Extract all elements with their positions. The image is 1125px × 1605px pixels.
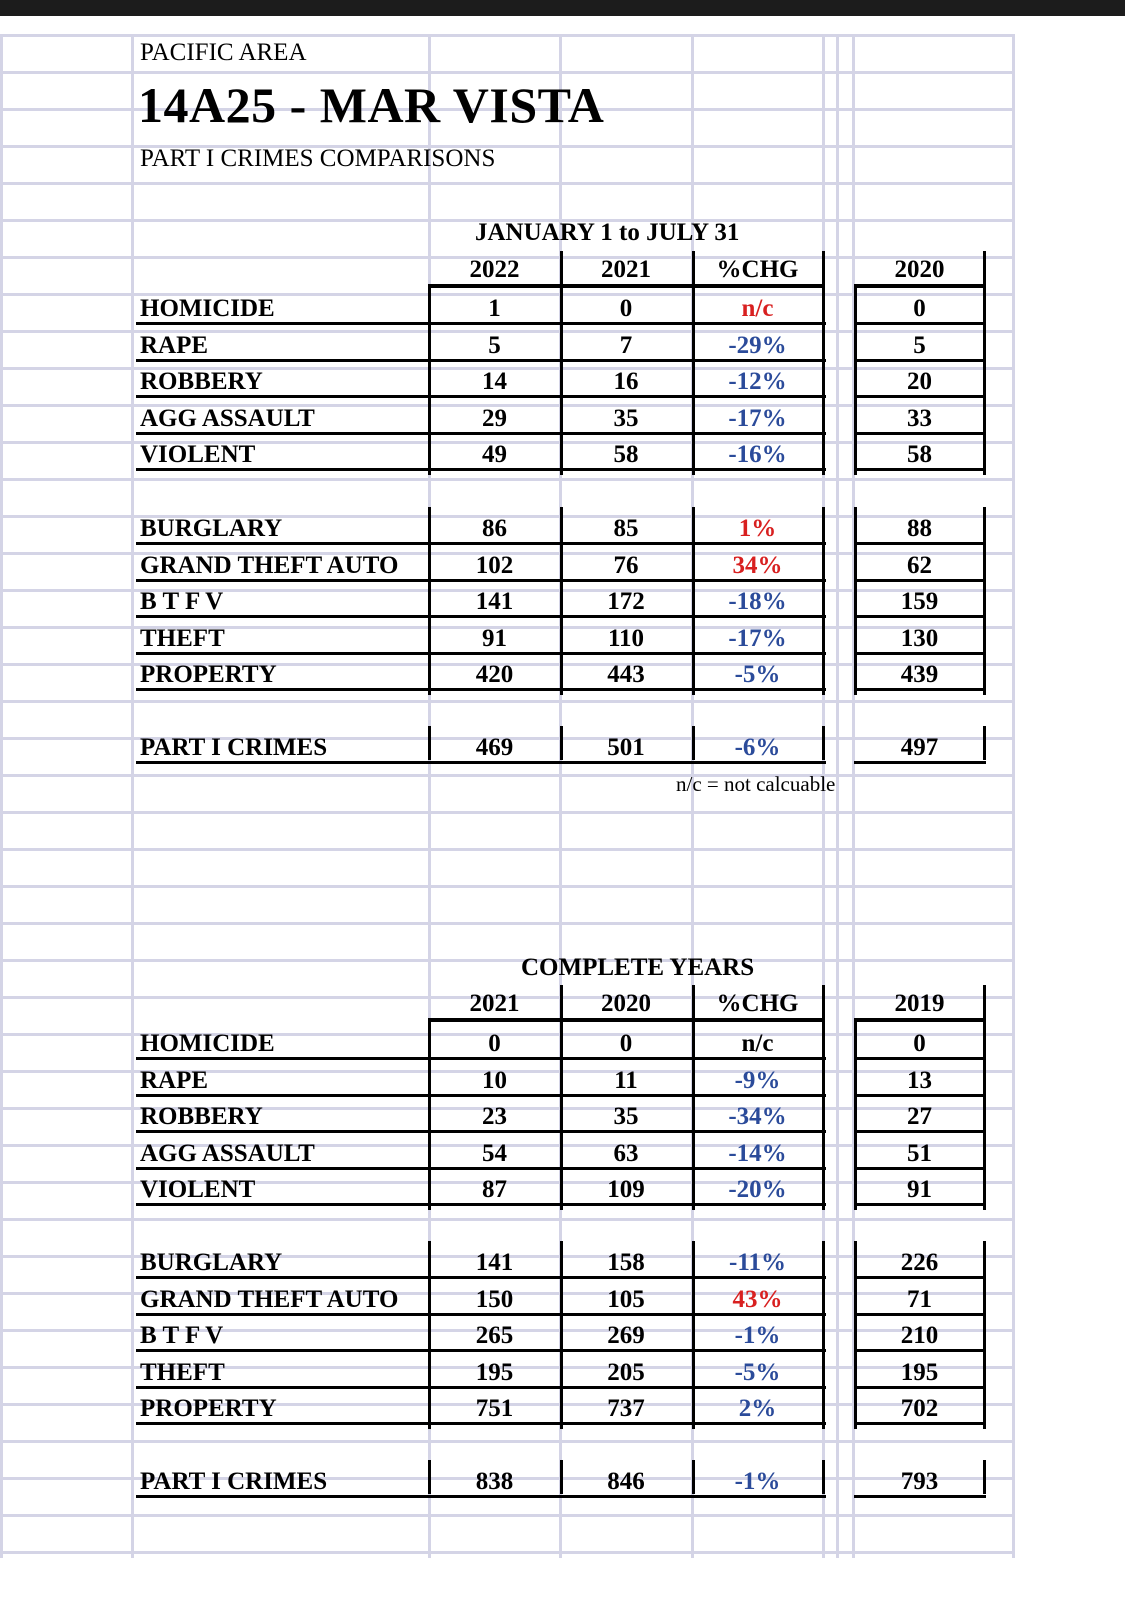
row-label: BURGLARY (140, 515, 283, 542)
table-border (428, 1460, 431, 1494)
area-name: PACIFIC AREA (140, 39, 307, 66)
table-border (428, 507, 431, 695)
cell-value: 226 (900, 1249, 939, 1276)
cell-value: 13 (907, 1066, 932, 1094)
cell-value: 87 (482, 1176, 507, 1204)
cell-value: 76 (613, 551, 639, 579)
percent-change: 2% (738, 1395, 777, 1423)
table-border (136, 615, 826, 618)
percent-change: n/c (741, 1030, 774, 1057)
cell-value: 62 (907, 551, 932, 579)
table-border (136, 322, 826, 325)
table-border (854, 1349, 986, 1352)
table-border (854, 432, 986, 435)
cell-value: 158 (607, 1249, 645, 1276)
row-label: THEFT (140, 1358, 225, 1386)
table-border (692, 726, 695, 760)
cell-value: 35 (613, 404, 639, 432)
cell-value: 49 (482, 441, 507, 469)
cell-value: 10 (482, 1066, 507, 1094)
percent-change: -6% (734, 734, 781, 761)
table-border (136, 1203, 826, 1206)
table-border (854, 1130, 986, 1133)
table-border (136, 1276, 826, 1279)
table-border (560, 726, 563, 760)
table-border (692, 287, 695, 475)
cell-value: 846 (607, 1468, 645, 1495)
row-label: B T F V (140, 1322, 224, 1350)
row-label: ROBBERY (140, 1103, 263, 1131)
table-border (136, 1422, 826, 1425)
cell-value: 85 (613, 515, 639, 542)
table-border (136, 688, 826, 691)
cell-value: 5 (913, 331, 926, 359)
column-header: 2020 (601, 990, 651, 1017)
cell-value: 439 (900, 661, 939, 689)
table-border (854, 579, 986, 582)
table-border (854, 1094, 986, 1097)
table-border (854, 1167, 986, 1170)
row-label: AGG ASSAULT (140, 404, 315, 432)
page-title: 14A25 - MAR VISTA (138, 77, 605, 133)
cell-value: 0 (913, 1030, 926, 1057)
table-border (136, 432, 826, 435)
table-border (854, 1022, 857, 1210)
cell-value: 838 (475, 1468, 514, 1495)
cell-value: 102 (475, 551, 514, 579)
percent-change: -14% (728, 1139, 787, 1167)
table-border (983, 1241, 986, 1429)
row-label: THEFT (140, 624, 225, 652)
table-border (854, 761, 986, 764)
table-border (854, 1203, 986, 1206)
table-border (854, 359, 986, 362)
cell-value: 88 (907, 515, 932, 542)
cell-value: 109 (607, 1176, 645, 1204)
table-border (854, 284, 986, 288)
cell-value: 150 (475, 1285, 514, 1313)
table-border (428, 284, 825, 288)
cell-value: 35 (613, 1103, 639, 1131)
grid-column-line (131, 34, 134, 1558)
percent-change: 43% (732, 1285, 783, 1313)
table-border (983, 1022, 986, 1210)
cell-value: 702 (900, 1395, 939, 1423)
cell-value: 0 (619, 1030, 633, 1057)
cell-value: 0 (488, 1030, 501, 1057)
table-border (136, 395, 826, 398)
table-border (428, 726, 431, 760)
table-border (822, 1241, 825, 1429)
column-header: %CHG (716, 990, 799, 1017)
table-border (983, 507, 986, 695)
column-header: 2020 (894, 256, 945, 283)
percent-change: -20% (728, 1176, 787, 1204)
row-label: HOMICIDE (140, 295, 275, 322)
cell-value: 141 (475, 588, 514, 616)
table-border (854, 287, 857, 475)
cell-value: 0 (619, 295, 633, 322)
table-border (854, 688, 986, 691)
table-border (983, 287, 986, 475)
column-header: 2021 (469, 990, 520, 1017)
row-label: B T F V (140, 588, 224, 616)
table-border (822, 507, 825, 695)
column-header: 2021 (601, 256, 651, 283)
row-label: PART I CRIMES (140, 734, 328, 761)
cell-value: 33 (907, 404, 932, 432)
cell-value: 210 (900, 1322, 939, 1350)
cell-value: 29 (482, 404, 507, 432)
cell-value: 54 (482, 1139, 507, 1167)
table-border (136, 579, 826, 582)
percent-change: 1% (738, 515, 777, 542)
percent-change: -17% (728, 404, 787, 432)
cell-value: 7 (619, 331, 633, 359)
table-border (854, 1057, 986, 1060)
row-label: PART I CRIMES (140, 1468, 328, 1495)
table-border (428, 1241, 431, 1429)
table-border (692, 1022, 695, 1210)
cell-value: 105 (607, 1285, 645, 1313)
table-border (854, 1386, 986, 1389)
row-label: RAPE (140, 1066, 209, 1094)
table-border (136, 1057, 826, 1060)
cell-value: 110 (607, 624, 645, 652)
table-border (692, 1460, 695, 1494)
grid-column-line (0, 34, 3, 1558)
table-border (136, 761, 826, 764)
cell-value: 141 (475, 1249, 514, 1276)
row-label: BURGLARY (140, 1249, 283, 1276)
percent-change: -17% (728, 624, 787, 652)
percent-change: -11% (729, 1249, 786, 1276)
percent-change: -18% (728, 588, 787, 616)
table-border (560, 287, 563, 475)
table-border (136, 1094, 826, 1097)
cell-value: 11 (614, 1066, 638, 1094)
row-label: ROBBERY (140, 368, 263, 396)
cell-value: 14 (482, 368, 507, 396)
cell-value: 71 (907, 1285, 932, 1313)
cell-value: 443 (607, 661, 645, 689)
percent-change: -5% (734, 661, 781, 689)
cell-value: 205 (607, 1358, 645, 1386)
table-border (428, 1018, 825, 1022)
cell-value: 23 (482, 1103, 507, 1131)
table-border (983, 726, 986, 760)
percent-change: -29% (728, 331, 787, 359)
grid-column-line (836, 34, 839, 1558)
row-label: VIOLENT (140, 441, 256, 469)
table-border (822, 287, 825, 475)
row-label: HOMICIDE (140, 1030, 275, 1057)
table-border (136, 1167, 826, 1170)
footnote: n/c = not calcuable (676, 772, 836, 796)
table-border (854, 1241, 857, 1429)
cell-value: 5 (488, 331, 501, 359)
table-border (854, 652, 986, 655)
table-border (136, 652, 826, 655)
cell-value: 58 (907, 441, 932, 469)
table-border (136, 1349, 826, 1352)
table-border (854, 1313, 986, 1316)
percent-change: 34% (732, 551, 783, 579)
cell-value: 793 (900, 1468, 939, 1495)
percent-change: -9% (734, 1066, 781, 1094)
table-border (136, 542, 826, 545)
cell-value: 501 (607, 734, 645, 761)
page-subtitle: PART I CRIMES COMPARISONS (140, 145, 496, 172)
cell-value: 91 (907, 1176, 932, 1204)
table-border (428, 287, 431, 475)
top-bar (0, 0, 1125, 16)
cell-value: 265 (475, 1322, 514, 1350)
cell-value: 0 (913, 295, 926, 322)
cell-value: 751 (475, 1395, 514, 1423)
row-label: AGG ASSAULT (140, 1139, 315, 1167)
table-border (822, 1022, 825, 1210)
table-border (854, 395, 986, 398)
percent-change: -34% (728, 1103, 787, 1131)
table-border (822, 726, 825, 760)
table-border (136, 1386, 826, 1389)
cell-value: 195 (900, 1358, 939, 1386)
percent-change: -5% (734, 1358, 781, 1386)
cell-value: 497 (900, 734, 939, 761)
table-border (854, 1276, 986, 1279)
cell-value: 269 (607, 1322, 645, 1350)
table-border (854, 615, 986, 618)
cell-value: 20 (907, 368, 932, 396)
percent-change: -1% (734, 1468, 781, 1495)
cell-value: 130 (900, 624, 939, 652)
table-border (560, 507, 563, 695)
row-label: GRAND THEFT AUTO (140, 551, 399, 579)
cell-value: 51 (907, 1139, 932, 1167)
table-border (692, 507, 695, 695)
cell-value: 58 (613, 441, 639, 469)
column-header: 2019 (894, 990, 945, 1017)
table-border (692, 1241, 695, 1429)
table-border (136, 1313, 826, 1316)
table-border (854, 468, 986, 471)
cell-value: 469 (475, 734, 514, 761)
table-border (136, 468, 826, 471)
cell-value: 159 (900, 588, 939, 616)
cell-value: 172 (607, 588, 645, 616)
table-border (854, 1018, 986, 1022)
cell-value: 27 (907, 1103, 932, 1131)
cell-value: 737 (607, 1395, 645, 1423)
percent-change: -12% (728, 368, 787, 396)
row-label: GRAND THEFT AUTO (140, 1285, 399, 1313)
row-label: VIOLENT (140, 1176, 256, 1204)
percent-change: -16% (728, 441, 787, 469)
table-border (560, 1460, 563, 1494)
period-heading: COMPLETE YEARS (521, 954, 755, 981)
table-border (854, 542, 986, 545)
row-label: PROPERTY (140, 1395, 277, 1423)
cell-value: 1 (488, 295, 501, 322)
cell-value: 420 (475, 661, 514, 689)
table-border (136, 1495, 826, 1498)
percent-change: n/c (741, 295, 774, 322)
column-header: 2022 (469, 256, 520, 283)
table-border (854, 322, 986, 325)
table-border (560, 1022, 563, 1210)
column-header: %CHG (716, 256, 799, 283)
cell-value: 91 (482, 624, 507, 652)
cell-value: 195 (475, 1358, 514, 1386)
cell-value: 63 (613, 1139, 639, 1167)
table-border (854, 507, 857, 695)
cell-value: 16 (613, 368, 639, 396)
table-border (136, 1130, 826, 1133)
table-border (428, 1022, 431, 1210)
table-border (854, 1495, 986, 1498)
table-border (822, 1460, 825, 1494)
percent-change: -1% (734, 1322, 781, 1350)
table-border (560, 1241, 563, 1429)
row-label: PROPERTY (140, 661, 277, 689)
period-heading: JANUARY 1 to JULY 31 (475, 219, 740, 246)
table-border (854, 1422, 986, 1425)
row-label: RAPE (140, 331, 209, 359)
cell-value: 86 (482, 515, 507, 542)
table-border (136, 359, 826, 362)
table-border (983, 1460, 986, 1494)
